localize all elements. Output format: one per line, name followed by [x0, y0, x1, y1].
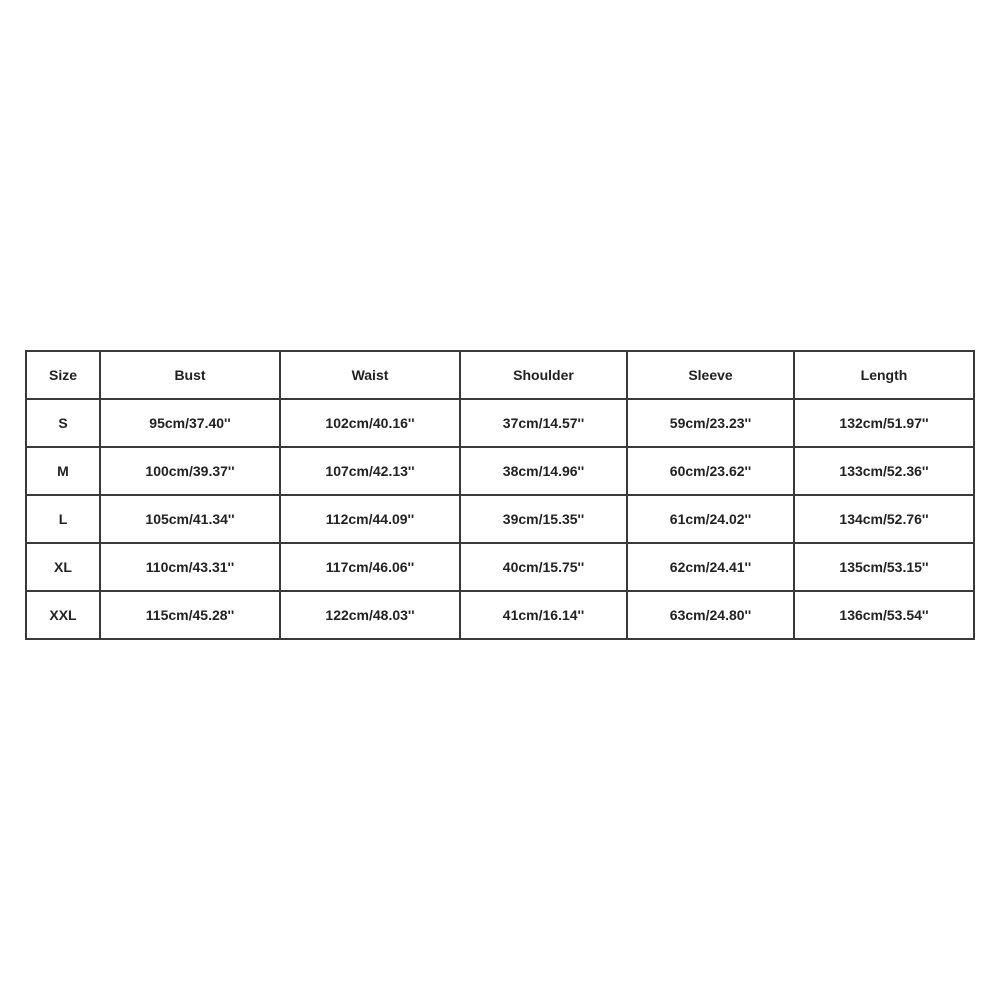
cell-length: 136cm/53.54''	[794, 591, 974, 639]
header-waist: Waist	[280, 351, 460, 399]
table-row	[26, 591, 974, 639]
cell-size: XXL	[26, 591, 100, 639]
table-row	[26, 495, 974, 543]
cell-bust: 95cm/37.40''	[100, 399, 280, 447]
cell-size: S	[26, 399, 100, 447]
cell-waist: 102cm/40.16''	[280, 399, 460, 447]
cell-shoulder: 38cm/14.96''	[460, 447, 627, 495]
cell-size: XL	[26, 543, 100, 591]
cell-shoulder: 40cm/15.75''	[460, 543, 627, 591]
cell-bust: 115cm/45.28''	[100, 591, 280, 639]
header-sleeve: Sleeve	[627, 351, 794, 399]
header-shoulder: Shoulder	[460, 351, 627, 399]
cell-length: 134cm/52.76''	[794, 495, 974, 543]
cell-size: L	[26, 495, 100, 543]
cell-length: 135cm/53.15''	[794, 543, 974, 591]
header-length: Length	[794, 351, 974, 399]
header-size: Size	[26, 351, 100, 399]
header-row	[26, 351, 974, 399]
cell-waist: 112cm/44.09''	[280, 495, 460, 543]
cell-waist: 117cm/46.06''	[280, 543, 460, 591]
cell-bust: 105cm/41.34''	[100, 495, 280, 543]
cell-waist: 107cm/42.13''	[280, 447, 460, 495]
table-row	[26, 543, 974, 591]
cell-shoulder: 37cm/14.57''	[460, 399, 627, 447]
header-bust: Bust	[100, 351, 280, 399]
cell-sleeve: 61cm/24.02''	[627, 495, 794, 543]
table-row	[26, 447, 974, 495]
cell-length: 133cm/52.36''	[794, 447, 974, 495]
cell-sleeve: 60cm/23.62''	[627, 447, 794, 495]
cell-sleeve: 62cm/24.41''	[627, 543, 794, 591]
cell-sleeve: 59cm/23.23''	[627, 399, 794, 447]
cell-shoulder: 41cm/16.14''	[460, 591, 627, 639]
table-row	[26, 399, 974, 447]
cell-bust: 100cm/39.37''	[100, 447, 280, 495]
cell-sleeve: 63cm/24.80''	[627, 591, 794, 639]
cell-length: 132cm/51.97''	[794, 399, 974, 447]
cell-shoulder: 39cm/15.35''	[460, 495, 627, 543]
cell-size: M	[26, 447, 100, 495]
cell-waist: 122cm/48.03''	[280, 591, 460, 639]
cell-bust: 110cm/43.31''	[100, 543, 280, 591]
size-chart-table	[25, 350, 975, 640]
